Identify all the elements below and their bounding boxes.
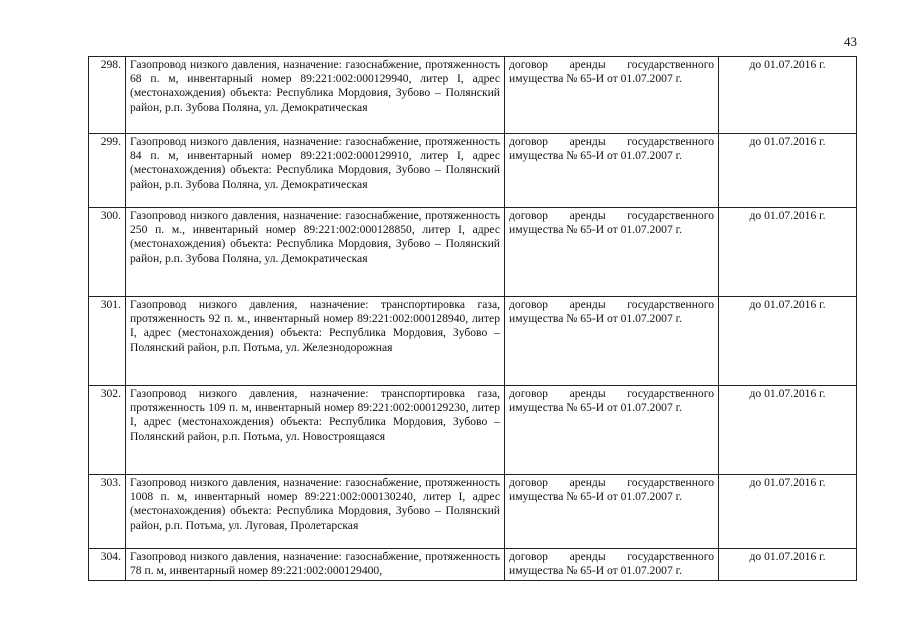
- lease-term: до 01.07.2016 г.: [719, 475, 857, 549]
- row-number: 300.: [89, 208, 126, 297]
- object-description: Газопровод низкого давления, назначение: газоснабжение, протяженность 1008 п. м, инвентарный номер 89:221:002:000130240, литер I, адрес (местонахождения) объекта: Республика Мордовия, Зубово – Полянский район, р.п. Потьма, ул. Луговая, Пролетарская: [126, 475, 505, 549]
- lease-contract: договор аренды государственного имущества № 65-И от 01.07.2007 г.: [505, 297, 719, 386]
- lease-term: до 01.07.2016 г.: [719, 208, 857, 297]
- lease-contract: договор аренды государственного имущества № 65-И от 01.07.2007 г.: [505, 134, 719, 208]
- row-number: 298.: [89, 57, 126, 134]
- property-table: [88, 56, 857, 581]
- row-number: 304.: [89, 549, 126, 581]
- object-description: Газопровод низкого давления, назначение: газоснабжение, протяженность 78 п. м, инвентарный номер 89:221:002:000129400,: [126, 549, 505, 581]
- table-row: [89, 297, 857, 386]
- lease-term: до 01.07.2016 г.: [719, 386, 857, 475]
- lease-term: до 01.07.2016 г.: [719, 549, 857, 581]
- row-number: 299.: [89, 134, 126, 208]
- table-row: [89, 475, 857, 549]
- row-number: 302.: [89, 386, 126, 475]
- lease-contract: договор аренды государственного имущества № 65-И от 01.07.2007 г.: [505, 475, 719, 549]
- table-row: [89, 134, 857, 208]
- object-description: Газопровод низкого давления, назначение: газоснабжение, протяженность 250 п. м., инвентарный номер 89:221:002:000128850, литер I, адрес (местонахождения) объекта: Республика Мордовия, Зубово – Полянский район, р.п. Зубова Поляна, ул. Демократическая: [126, 208, 505, 297]
- lease-term: до 01.07.2016 г.: [719, 57, 857, 134]
- object-description: Газопровод низкого давления, назначение: газоснабжение, протяженность 68 п. м, инвентарный номер 89:221:002:000129940, литер I, адрес (местонахождения) объекта: Республика Мордовия, Зубово – Полянский район, р.п. Зубова Поляна, ул. Демократическая: [126, 57, 505, 134]
- row-number: 301.: [89, 297, 126, 386]
- table-row: [89, 549, 857, 581]
- lease-contract: договор аренды государственного имущества № 65-И от 01.07.2007 г.: [505, 208, 719, 297]
- object-description: Газопровод низкого давления, назначение: газоснабжение, протяженность 84 п. м, инвентарный номер 89:221:002:000129910, литер I, адрес (местонахождения) объекта: Республика Мордовия, Зубово – Полянский район, р.п. Зубова Поляна, ул. Демократическая: [126, 134, 505, 208]
- lease-term: до 01.07.2016 г.: [719, 297, 857, 386]
- table-row: [89, 57, 857, 134]
- lease-contract: договор аренды государственного имущества № 65-И от 01.07.2007 г.: [505, 386, 719, 475]
- object-description: Газопровод низкого давления, назначение: транспортировка газа, протяженность 92 п. м., инвентарный номер 89:221:002:000128940, литер I, адрес (местонахождения) объекта: Республика Мордовия, Зубово – Полянский район, р.п. Потьма, ул. Железнодорожная: [126, 297, 505, 386]
- lease-contract: договор аренды государственного имущества № 65-И от 01.07.2007 г.: [505, 57, 719, 134]
- lease-contract: договор аренды государственного имущества № 65-И от 01.07.2007 г.: [505, 549, 719, 581]
- table-row: [89, 208, 857, 297]
- row-number: 303.: [89, 475, 126, 549]
- page-number: 43: [844, 34, 857, 49]
- object-description: Газопровод низкого давления, назначение: транспортировка газа, протяженность 109 п. м, инвентарный номер 89:221:002:000129230, литер I, адрес (местонахождения) объекта: Республика Мордовия, Зубово – Полянский район, р.п. Потьма, ул. Новостроящаяся: [126, 386, 505, 475]
- lease-term: до 01.07.2016 г.: [719, 134, 857, 208]
- table-row: [89, 386, 857, 475]
